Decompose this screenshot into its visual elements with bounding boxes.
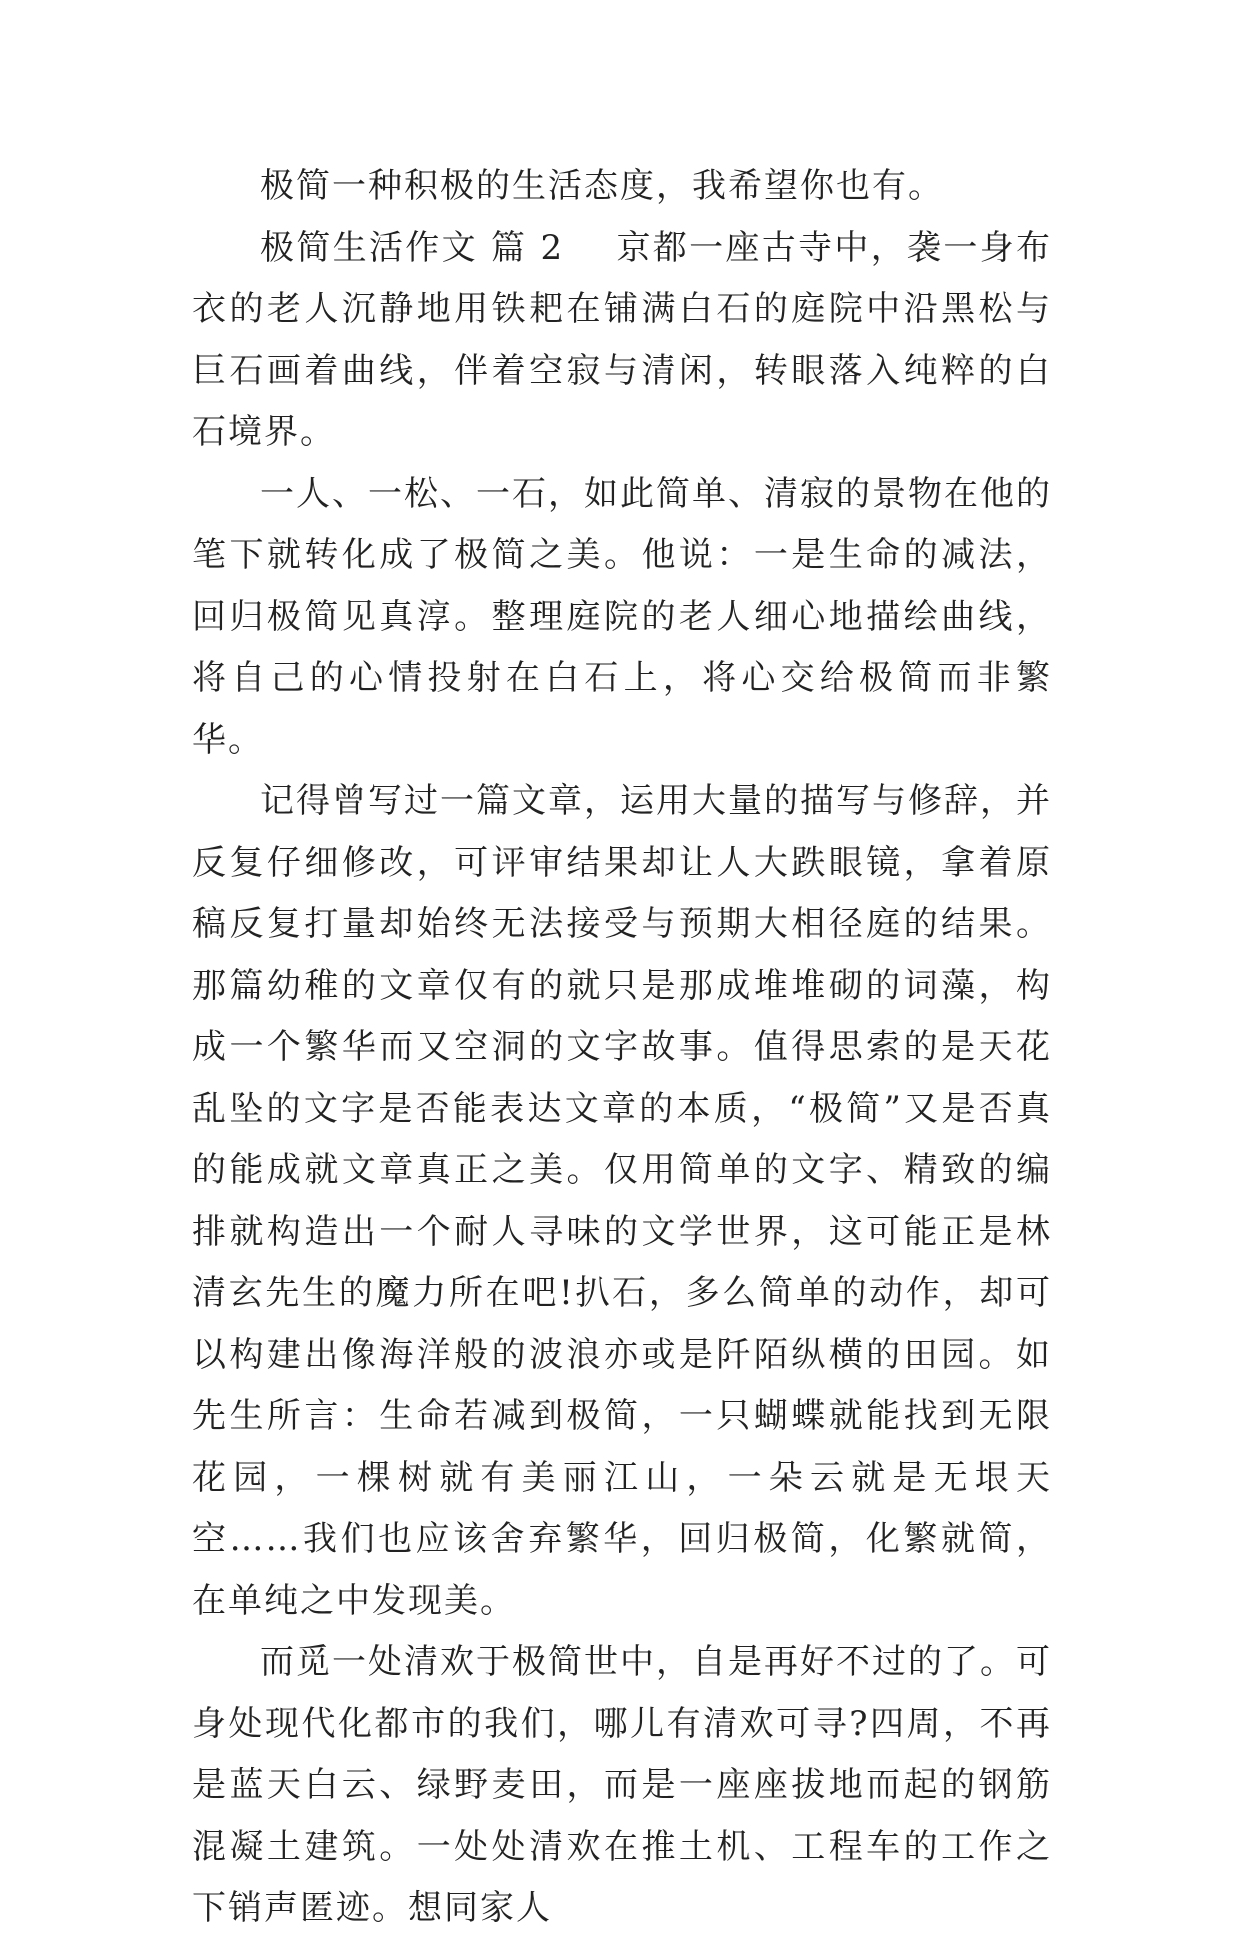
document-page	[192, 156, 1052, 1940]
paragraph-text: 极简一种积极的生活态度，我希望你也有。	[260, 166, 944, 206]
paragraph-text: 一人、一松、一石，如此简单、清寂的景物在他的笔下就转化成了极简之美。他说：一是生命的减法，回归极简见真淳。整理庭院的老人细心地描绘曲线，将自己的心情投射在白石上，将心交给极简而非繁华。	[192, 473, 1052, 760]
paragraph-text: 而觅一处清欢于极简世中，自是再好不过的了。可身处现代化都市的我们，哪儿有清欢可寻?四周，不再是蓝天白云、绿野麦田，而是一座座拔地而起的钢筋混凝土建筑。一处处清欢在推土机、工程车的工作之下销声匿迹。想同家人	[192, 1642, 1052, 1928]
paragraph-3	[192, 464, 1052, 772]
paragraph-text: 京都一座古寺中，袭一身布衣的老人沉静地用铁耙在铺满白石的庭院中沿黑松与巨石画着曲线，伴着空寂与清闲，转眼落入纯粹的白石境界。	[192, 227, 1052, 452]
paragraph-1	[192, 156, 1052, 218]
section-heading: 极简生活作文 篇 2	[260, 227, 565, 268]
paragraph-4	[192, 771, 1052, 1632]
paragraph-2	[192, 218, 1052, 464]
paragraph-text: 记得曾写过一篇文章，运用大量的描写与修辞，并反复仔细修改，可评审结果却让人大跌眼镜，拿着原稿反复打量却始终无法接受与预期大相径庭的结果。那篇幼稚的文章仅有的就只是那成堆堆砌的词藻，构成一个繁华而又空洞的文字故事。值得思索的是天花乱坠的文字是否能表达文章的本质，“极简”又是否真的能成就文章真正之美。仅用简单的文字、精致的编排就构造出一个耐人寻味的文学世界，这可能正是林清玄先生的魔力所在吧!扒石，多么简单的动作，却可以构建出像海洋般的波浪亦或是阡陌纵横的田园。如先生所言：生命若减到极简，一只蝴蝶就能找到无限花园，一棵树就有美丽江山，一朵云就是无垠天空……我们也应该舍弃繁华，回归极简，化繁就简，在单纯之中发现美。	[192, 781, 1052, 1621]
paragraph-5	[192, 1632, 1052, 1940]
